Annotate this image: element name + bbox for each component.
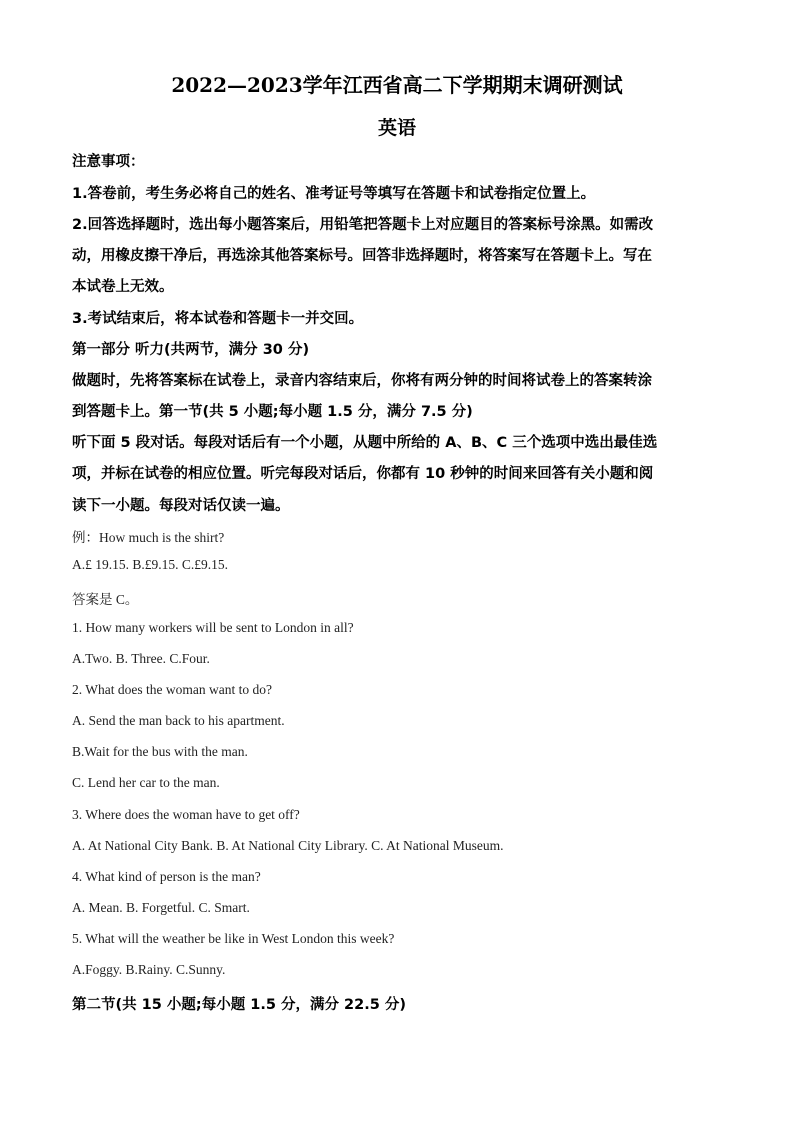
- notice-item-2-line-1: 2.回答选择题时，选出每小题答案后，用铅笔把答题卡上对应题目的答案标号涂黑。如需改: [72, 217, 654, 233]
- notice-item-2-line-3: 本试卷上无效。: [72, 279, 174, 295]
- part1-heading: 第一部分 听力(共两节，满分 30 分): [72, 342, 310, 358]
- notice-item-2-line-2: 动，用橡皮擦干净后，再选涂其他答案标号。回答非选择题时，将答案写在答题卡上。写在: [72, 248, 652, 264]
- notice-heading: 注意事项：: [72, 154, 145, 170]
- example-question: 例：How much is the shirt?: [72, 530, 225, 545]
- section2-heading: 第二节(共 15 小题;每小题 1.5 分，满分 22.5 分): [72, 997, 406, 1013]
- question-5: 5. What will the weather be like in West London this week?: [72, 931, 395, 946]
- part1-instruction-line-2: 到答题卡上。第一节(共 5 小题;每小题 1.5 分，满分 7.5 分): [72, 404, 473, 420]
- question-1: 1. How many workers will be sent to London in all?: [72, 620, 354, 635]
- question-2: 2. What does the woman want to do?: [72, 682, 272, 697]
- example-answer: 答案是 C。: [72, 592, 139, 607]
- subject-title: 英语: [377, 117, 416, 139]
- exam-title: 2022—2023学年江西省高二下学期期末调研测试: [171, 73, 623, 97]
- example-options: A.£ 19.15. B.£9.15. C.£9.15.: [72, 557, 229, 572]
- section1-instruction-line-1: 听下面 5 段对话。每段对话后有一个小题，从题中所给的 A、B、C 三个选项中选出最佳选: [72, 435, 658, 451]
- question-1-options: A.Two. B. Three. C.Four.: [72, 651, 210, 666]
- question-2-option-b: B.Wait for the bus with the man.: [72, 744, 248, 759]
- question-5-options: A.Foggy. B.Rainy. C.Sunny.: [72, 962, 226, 977]
- part1-instruction-line-1: 做题时，先将答案标在试卷上，录音内容结束后，你将有两分钟的时间将试卷上的答案转涂: [72, 373, 652, 389]
- question-4: 4. What kind of person is the man?: [72, 869, 261, 884]
- question-2-option-a: A. Send the man back to his apartment.: [72, 713, 285, 728]
- question-4-options: A. Mean. B. Forgetful. C. Smart.: [72, 900, 250, 915]
- question-3: 3. Where does the woman have to get off?: [72, 807, 300, 822]
- section1-instruction-line-2: 项，并标在试卷的相应位置。听完每段对话后，你都有 10 秒钟的时间来回答有关小题和阅: [72, 466, 654, 482]
- notice-item-1: 1.答卷前，考生务必将自己的姓名、准考证号等填写在答题卡和试卷指定位置上。: [72, 186, 596, 202]
- section1-instruction-line-3: 读下一小题。每段对话仅读一遍。: [72, 498, 290, 514]
- question-3-options: A. At National City Bank. B. At National City Library. C. At National Museum.: [72, 838, 504, 853]
- question-2-option-c: C. Lend her car to the man.: [72, 775, 220, 790]
- notice-item-3: 3.考试结束后，将本试卷和答题卡一并交回。: [72, 311, 364, 327]
